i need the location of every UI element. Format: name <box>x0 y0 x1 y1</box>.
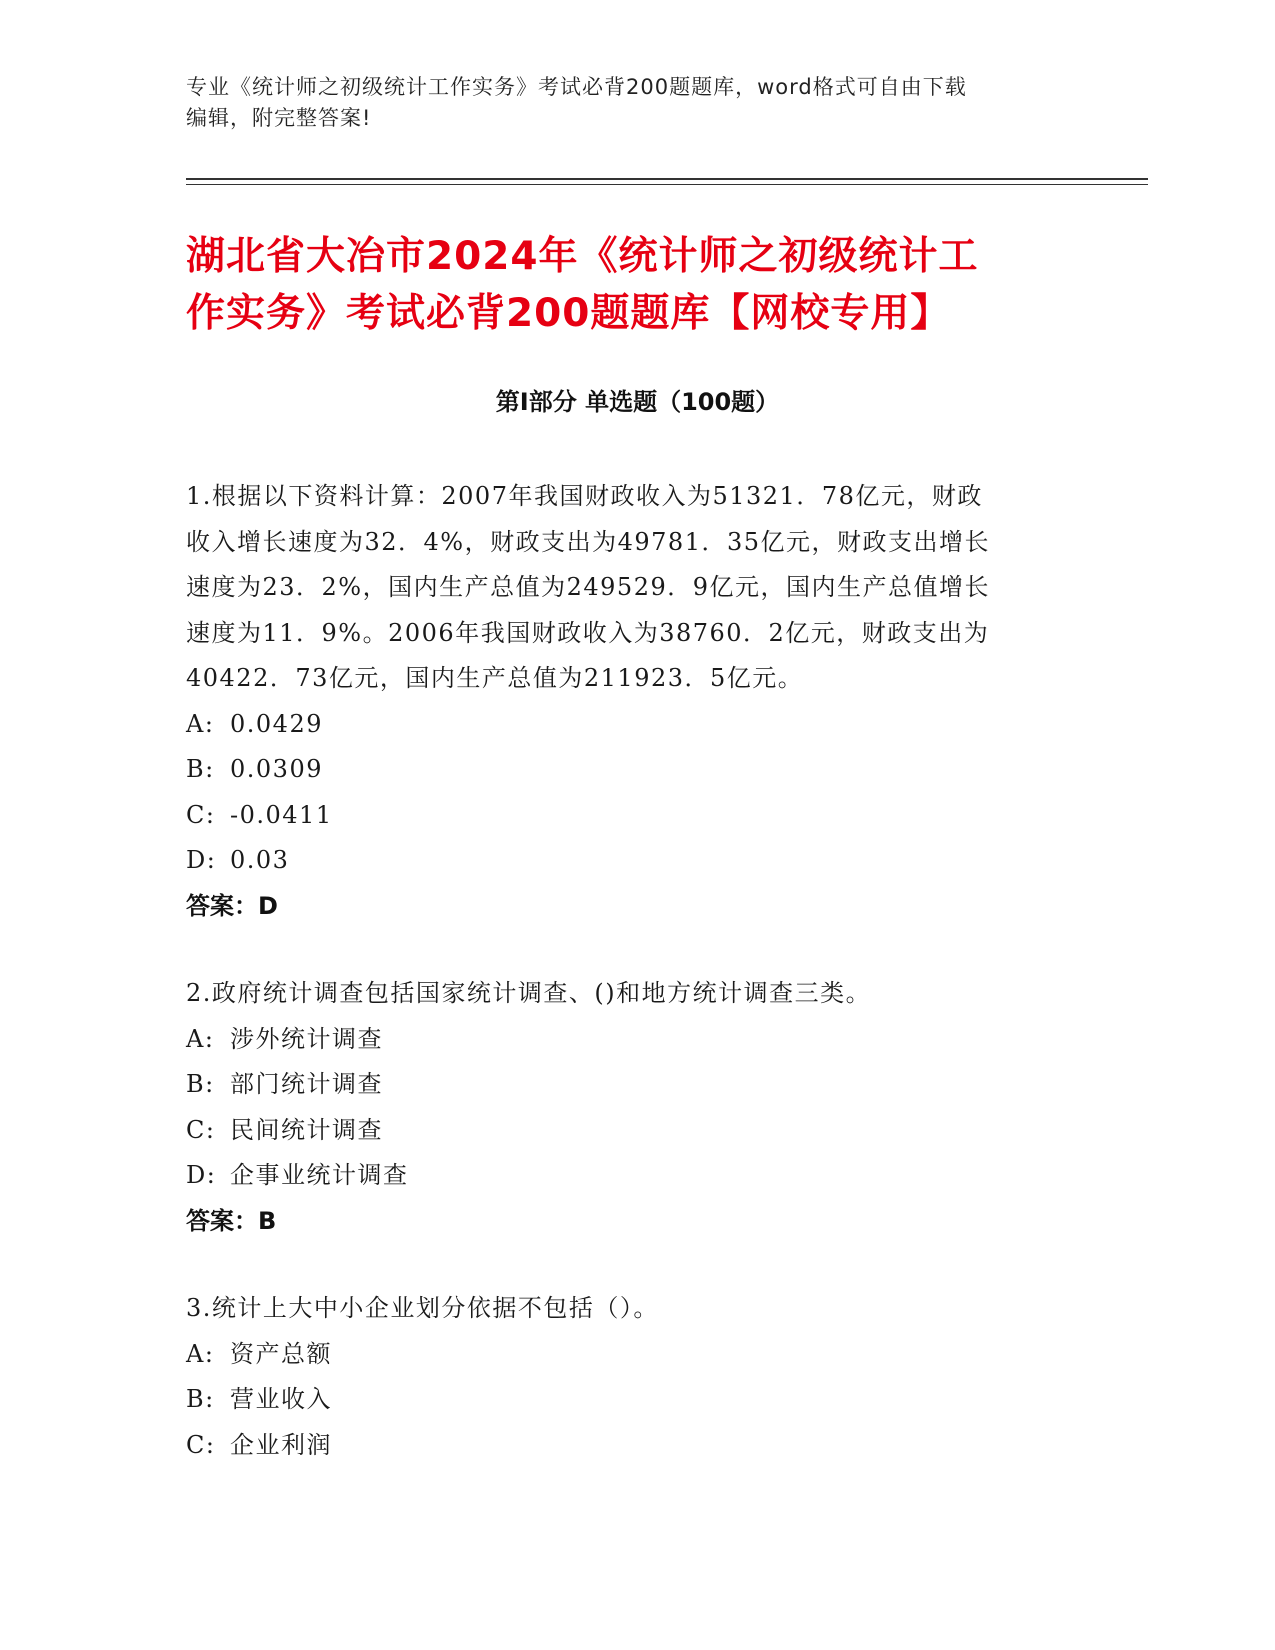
answer-label: 答案：D <box>186 891 278 920</box>
option-b <box>186 1377 1086 1423</box>
question-stem-line: 2.政府统计调查包括国家统计调查、()和地方统计调查三类。 <box>186 979 872 1007</box>
question-stem-line: 40422．73亿元，国内生产总值为211923．5亿元。 <box>186 664 804 692</box>
question-stem-line: 速度为23．2%，国内生产总值为249529．9亿元，国内生产总值增长 <box>186 573 990 601</box>
option-a <box>186 1332 1086 1378</box>
question-list <box>186 474 1086 1510</box>
header-note-line-1: 专业《统计师之初级统计工作实务》考试必背200题题库，word格式可自由下载 <box>186 75 967 99</box>
option-text: 涉外统计调查 <box>230 1024 383 1053</box>
option-key: B: <box>186 1385 215 1413</box>
header-note-line-2: 编辑，附完整答案! <box>186 106 372 130</box>
option-c <box>186 793 1086 839</box>
question-2 <box>186 971 1086 1244</box>
option-key: C: <box>186 1115 216 1144</box>
section-heading: 第I部分 单选题（100题） <box>495 388 780 416</box>
header-divider-thin <box>186 184 1148 185</box>
question-stem-line: 3.统计上大中小企业划分依据不包括（）。 <box>186 1294 659 1322</box>
option-key: C: <box>186 1430 216 1459</box>
option-key: C: <box>186 800 216 829</box>
option-c <box>186 1423 1086 1469</box>
option-text: 营业收入 <box>230 1385 332 1413</box>
question-stem-line: 收入增长速度为32．4%，财政支出为49781．35亿元，财政支出增长 <box>186 527 990 556</box>
option-text: 资产总额 <box>230 1339 332 1368</box>
option-text: 0.03 <box>230 846 290 874</box>
header-divider-thick <box>186 178 1148 180</box>
option-key: D: <box>186 1161 217 1189</box>
option-text: 民间统计调查 <box>230 1115 383 1144</box>
option-b <box>186 1062 1086 1108</box>
option-text: 0.0429 <box>230 709 323 738</box>
option-key: D: <box>186 846 217 874</box>
option-d <box>186 838 1086 884</box>
question-stem-line: 1.根据以下资料计算：2007年我国财政收入为51321．78亿元，财政 <box>186 482 983 510</box>
option-d <box>186 1153 1086 1199</box>
option-key: A: <box>186 1024 215 1053</box>
header-note <box>186 72 1086 134</box>
option-text: 企业利润 <box>230 1430 332 1459</box>
option-b <box>186 747 1086 793</box>
option-key: B: <box>186 1070 215 1098</box>
question-1 <box>186 474 1086 929</box>
question-3 <box>186 1286 1086 1468</box>
option-key: B: <box>186 755 215 783</box>
option-key: A: <box>186 1339 215 1368</box>
option-key: A: <box>186 709 215 738</box>
option-text: 0.0309 <box>230 755 323 783</box>
option-a <box>186 1017 1086 1063</box>
option-text: 企事业统计调查 <box>230 1161 409 1189</box>
document-title <box>186 228 1086 342</box>
question-stem-line: 速度为11．9%。2006年我国财政收入为38760．2亿元，财政支出为 <box>186 618 990 647</box>
option-text: -0.0411 <box>230 800 333 829</box>
option-c <box>186 1108 1086 1154</box>
option-text: 部门统计调查 <box>230 1070 383 1098</box>
answer-label: 答案：B <box>186 1206 277 1235</box>
option-a <box>186 702 1086 748</box>
document-title-line-2: 作实务》考试必背200题题库【网校专用】 <box>186 291 951 336</box>
document-title-line-1: 湖北省大冶市2024年《统计师之初级统计工 <box>186 234 979 279</box>
